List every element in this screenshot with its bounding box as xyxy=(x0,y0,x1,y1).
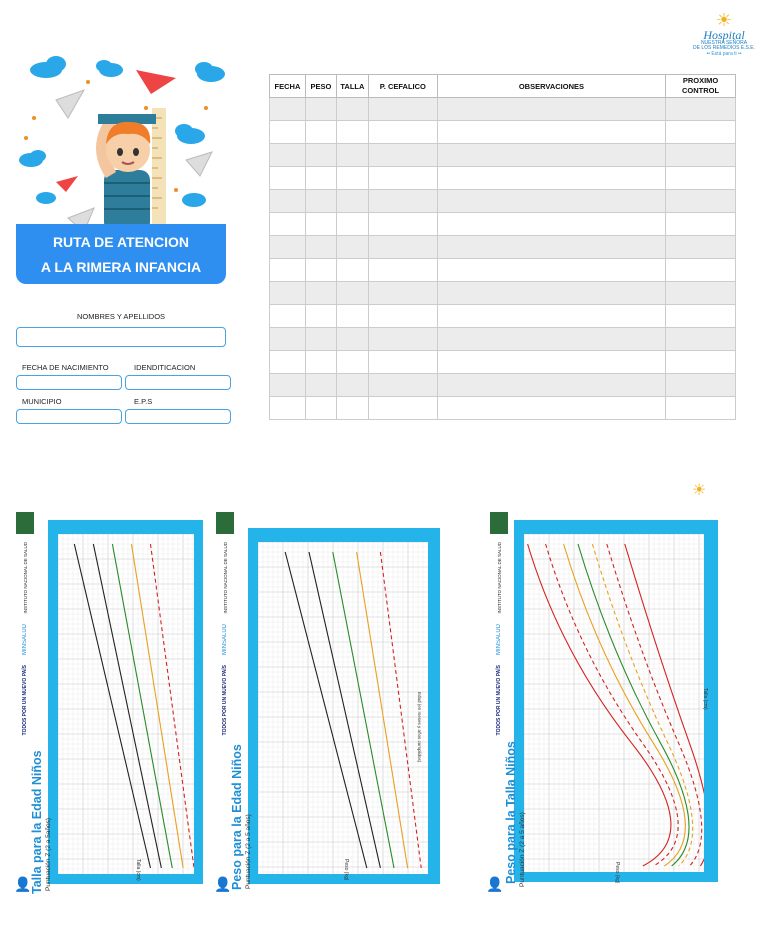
table-cell[interactable] xyxy=(437,236,665,259)
table-cell[interactable] xyxy=(305,397,336,420)
table-row xyxy=(270,98,736,121)
table-cell[interactable] xyxy=(336,282,368,305)
table-cell[interactable] xyxy=(437,98,665,121)
table-cell[interactable] xyxy=(666,305,736,328)
table-cell[interactable] xyxy=(270,397,306,420)
table-row xyxy=(270,328,736,351)
chart-grid xyxy=(258,542,428,874)
table-cell[interactable] xyxy=(368,213,437,236)
table-cell[interactable] xyxy=(305,121,336,144)
table-cell[interactable] xyxy=(368,121,437,144)
table-cell[interactable] xyxy=(368,328,437,351)
chart-ylabel: Talla (cm) xyxy=(135,859,141,881)
sun-icon: ☀ xyxy=(715,10,733,31)
chart-xlabel: Edad (en meses y años cumplidos) xyxy=(417,692,422,763)
chart-subtitle: Puntuación Z (2 a 5 años) xyxy=(245,814,252,889)
col-header-proximo-control: PROXIMO CONTROL xyxy=(666,75,736,98)
child-illustration xyxy=(16,48,226,232)
table-row xyxy=(270,351,736,374)
table-cell[interactable] xyxy=(437,213,665,236)
table-cell[interactable] xyxy=(336,259,368,282)
sidebar-logos xyxy=(214,512,236,735)
coat-of-arms-icon xyxy=(16,512,34,534)
table-cell[interactable] xyxy=(368,167,437,190)
program-banner xyxy=(16,224,226,284)
table-row xyxy=(270,121,736,144)
name-field[interactable] xyxy=(16,327,226,347)
table-cell[interactable] xyxy=(270,351,306,374)
table-cell[interactable] xyxy=(368,351,437,374)
table-cell[interactable] xyxy=(270,121,306,144)
table-cell[interactable] xyxy=(336,236,368,259)
table-cell[interactable] xyxy=(305,213,336,236)
table-cell[interactable] xyxy=(305,374,336,397)
table-cell[interactable] xyxy=(666,213,736,236)
col-header-talla: TALLA xyxy=(336,75,368,98)
table-row xyxy=(270,190,736,213)
table-cell[interactable] xyxy=(666,190,736,213)
child-icon: 👤 xyxy=(14,876,32,892)
coat-of-arms-icon xyxy=(490,512,508,534)
table-cell[interactable] xyxy=(336,305,368,328)
table-cell[interactable] xyxy=(666,236,736,259)
table-cell[interactable] xyxy=(368,144,437,167)
table-cell[interactable] xyxy=(666,397,736,420)
sidebar-logos xyxy=(488,512,510,735)
table-cell[interactable] xyxy=(336,351,368,374)
table-cell[interactable] xyxy=(437,282,665,305)
table-cell[interactable] xyxy=(270,167,306,190)
table-cell[interactable] xyxy=(270,144,306,167)
table-cell[interactable] xyxy=(666,328,736,351)
slogan-logo: TODOS POR UN NUEVO PAÍS xyxy=(22,664,28,735)
coat-of-arms-icon xyxy=(216,512,234,534)
table-row xyxy=(270,374,736,397)
table-cell[interactable] xyxy=(437,144,665,167)
chart-peso-talla xyxy=(484,512,724,897)
institute-logo: INSTITUTO NACIONAL DE SALUD xyxy=(496,542,502,614)
chart-subtitle: Puntuación Z (2 a 5 años) xyxy=(519,812,526,887)
table-cell[interactable] xyxy=(305,259,336,282)
birth-date-field[interactable] xyxy=(16,375,122,390)
table-cell[interactable] xyxy=(368,259,437,282)
institute-logo: INSTITUTO NACIONAL DE SALUD xyxy=(222,542,228,614)
eps-field[interactable] xyxy=(125,409,231,424)
id-label: IDENDITICACION xyxy=(134,363,196,372)
child-icon: 👤 xyxy=(214,876,232,892)
table-cell[interactable] xyxy=(666,167,736,190)
table-cell[interactable] xyxy=(270,374,306,397)
chart-talla-edad xyxy=(10,512,208,897)
logo-suffix: DE LOS REMEDIOS E.S.E. xyxy=(693,45,755,51)
table-cell[interactable] xyxy=(437,374,665,397)
chart-title: Talla para la Edad Niños xyxy=(30,750,44,894)
chart-subtitle: Puntuación Z (2 a 5años) xyxy=(45,818,52,891)
table-cell[interactable] xyxy=(270,190,306,213)
chart-grid xyxy=(524,534,704,872)
ministry-logo: MINSALUD xyxy=(222,623,228,655)
table-cell[interactable] xyxy=(305,328,336,351)
table-cell[interactable] xyxy=(368,305,437,328)
banner-line2: A LA RIMERA INFANCIA xyxy=(40,259,202,275)
municipio-field[interactable] xyxy=(16,409,122,424)
table-cell[interactable] xyxy=(666,259,736,282)
logo-subname: NUESTRA SEÑORA xyxy=(700,40,748,46)
logo-name: Hospital xyxy=(703,28,745,42)
table-cell[interactable] xyxy=(368,282,437,305)
table-header-row xyxy=(270,75,736,98)
table-cell[interactable] xyxy=(270,98,306,121)
table-cell[interactable] xyxy=(336,397,368,420)
table-cell[interactable] xyxy=(305,144,336,167)
birth-date-label: FECHA DE NACIMIENTO xyxy=(22,363,109,372)
table-cell[interactable] xyxy=(305,236,336,259)
chart-title: Peso para la Edad Niños xyxy=(230,744,244,890)
table-cell[interactable] xyxy=(437,167,665,190)
col-header-cefalico: P. CEFALICO xyxy=(368,75,437,98)
table-cell[interactable] xyxy=(270,213,306,236)
table-cell[interactable] xyxy=(437,397,665,420)
table-cell[interactable] xyxy=(305,351,336,374)
id-field[interactable] xyxy=(125,375,231,390)
table-cell[interactable] xyxy=(336,167,368,190)
ministry-logo: MINSALUD xyxy=(22,623,28,655)
table-row xyxy=(270,305,736,328)
table-row xyxy=(270,397,736,420)
table-cell[interactable] xyxy=(336,190,368,213)
table-cell[interactable] xyxy=(666,374,736,397)
table-cell[interactable] xyxy=(437,305,665,328)
hospital-logo xyxy=(688,12,760,64)
table-cell[interactable] xyxy=(437,328,665,351)
table-cell[interactable] xyxy=(305,98,336,121)
name-label: NOMBRES Y APELLIDOS xyxy=(76,312,166,321)
sidebar-logos xyxy=(14,512,36,735)
table-cell[interactable] xyxy=(336,98,368,121)
sun-icon: ☀ xyxy=(692,480,707,499)
table-cell[interactable] xyxy=(305,167,336,190)
col-header-peso: PESO xyxy=(305,75,336,98)
table-cell[interactable] xyxy=(666,121,736,144)
table-row xyxy=(270,213,736,236)
table-cell[interactable] xyxy=(666,282,736,305)
table-cell[interactable] xyxy=(336,121,368,144)
table-cell[interactable] xyxy=(305,282,336,305)
table-cell[interactable] xyxy=(666,351,736,374)
col-header-observaciones: OBSERVACIONES xyxy=(437,75,665,98)
table-cell[interactable] xyxy=(437,259,665,282)
chart-title: Peso para la Talla Niños xyxy=(504,741,518,884)
table-cell[interactable] xyxy=(305,190,336,213)
table-cell[interactable] xyxy=(305,305,336,328)
table-cell[interactable] xyxy=(368,374,437,397)
chart-peso-edad xyxy=(210,512,440,897)
table-row xyxy=(270,144,736,167)
eps-label: E.P.S xyxy=(134,397,153,406)
table-row xyxy=(270,259,736,282)
table-cell[interactable] xyxy=(437,121,665,144)
banner-line1: RUTA DE ATENCION xyxy=(52,234,190,250)
child-icon: 👤 xyxy=(486,876,504,892)
chart-grid xyxy=(58,534,194,874)
chart-ylabel: Peso (kg) xyxy=(614,862,620,884)
table-cell[interactable] xyxy=(336,374,368,397)
table-row xyxy=(270,236,736,259)
table-cell[interactable] xyxy=(270,236,306,259)
table-cell[interactable] xyxy=(437,351,665,374)
table-cell[interactable] xyxy=(368,190,437,213)
table-row xyxy=(270,282,736,305)
slogan-logo: TODOS POR UN NUEVO PAÍS xyxy=(496,664,502,735)
municipio-label: MUNICIPIO xyxy=(22,397,62,406)
table-cell[interactable] xyxy=(666,144,736,167)
col-header-fecha: FECHA xyxy=(270,75,306,98)
table-cell[interactable] xyxy=(270,305,306,328)
table-cell[interactable] xyxy=(270,282,306,305)
table-row xyxy=(270,167,736,190)
institute-logo: INSTITUTO NACIONAL DE SALUD xyxy=(22,542,28,614)
table-cell[interactable] xyxy=(336,328,368,351)
table-cell[interactable] xyxy=(336,144,368,167)
chart-xlabel: Talla (cm) xyxy=(702,688,708,710)
table-cell[interactable] xyxy=(368,397,437,420)
table-cell[interactable] xyxy=(368,236,437,259)
ministry-logo: MINSALUD xyxy=(496,623,502,655)
table-cell[interactable] xyxy=(368,98,437,121)
control-table xyxy=(269,74,736,420)
logo-slogan: •• Está para ti •• xyxy=(706,51,742,57)
table-cell[interactable] xyxy=(666,98,736,121)
slogan-logo: TODOS POR UN NUEVO PAÍS xyxy=(222,664,228,735)
table-cell[interactable] xyxy=(270,328,306,351)
chart-ylabel: Peso (kg) xyxy=(343,859,349,881)
table-cell[interactable] xyxy=(270,259,306,282)
table-cell[interactable] xyxy=(437,190,665,213)
table-cell[interactable] xyxy=(336,213,368,236)
